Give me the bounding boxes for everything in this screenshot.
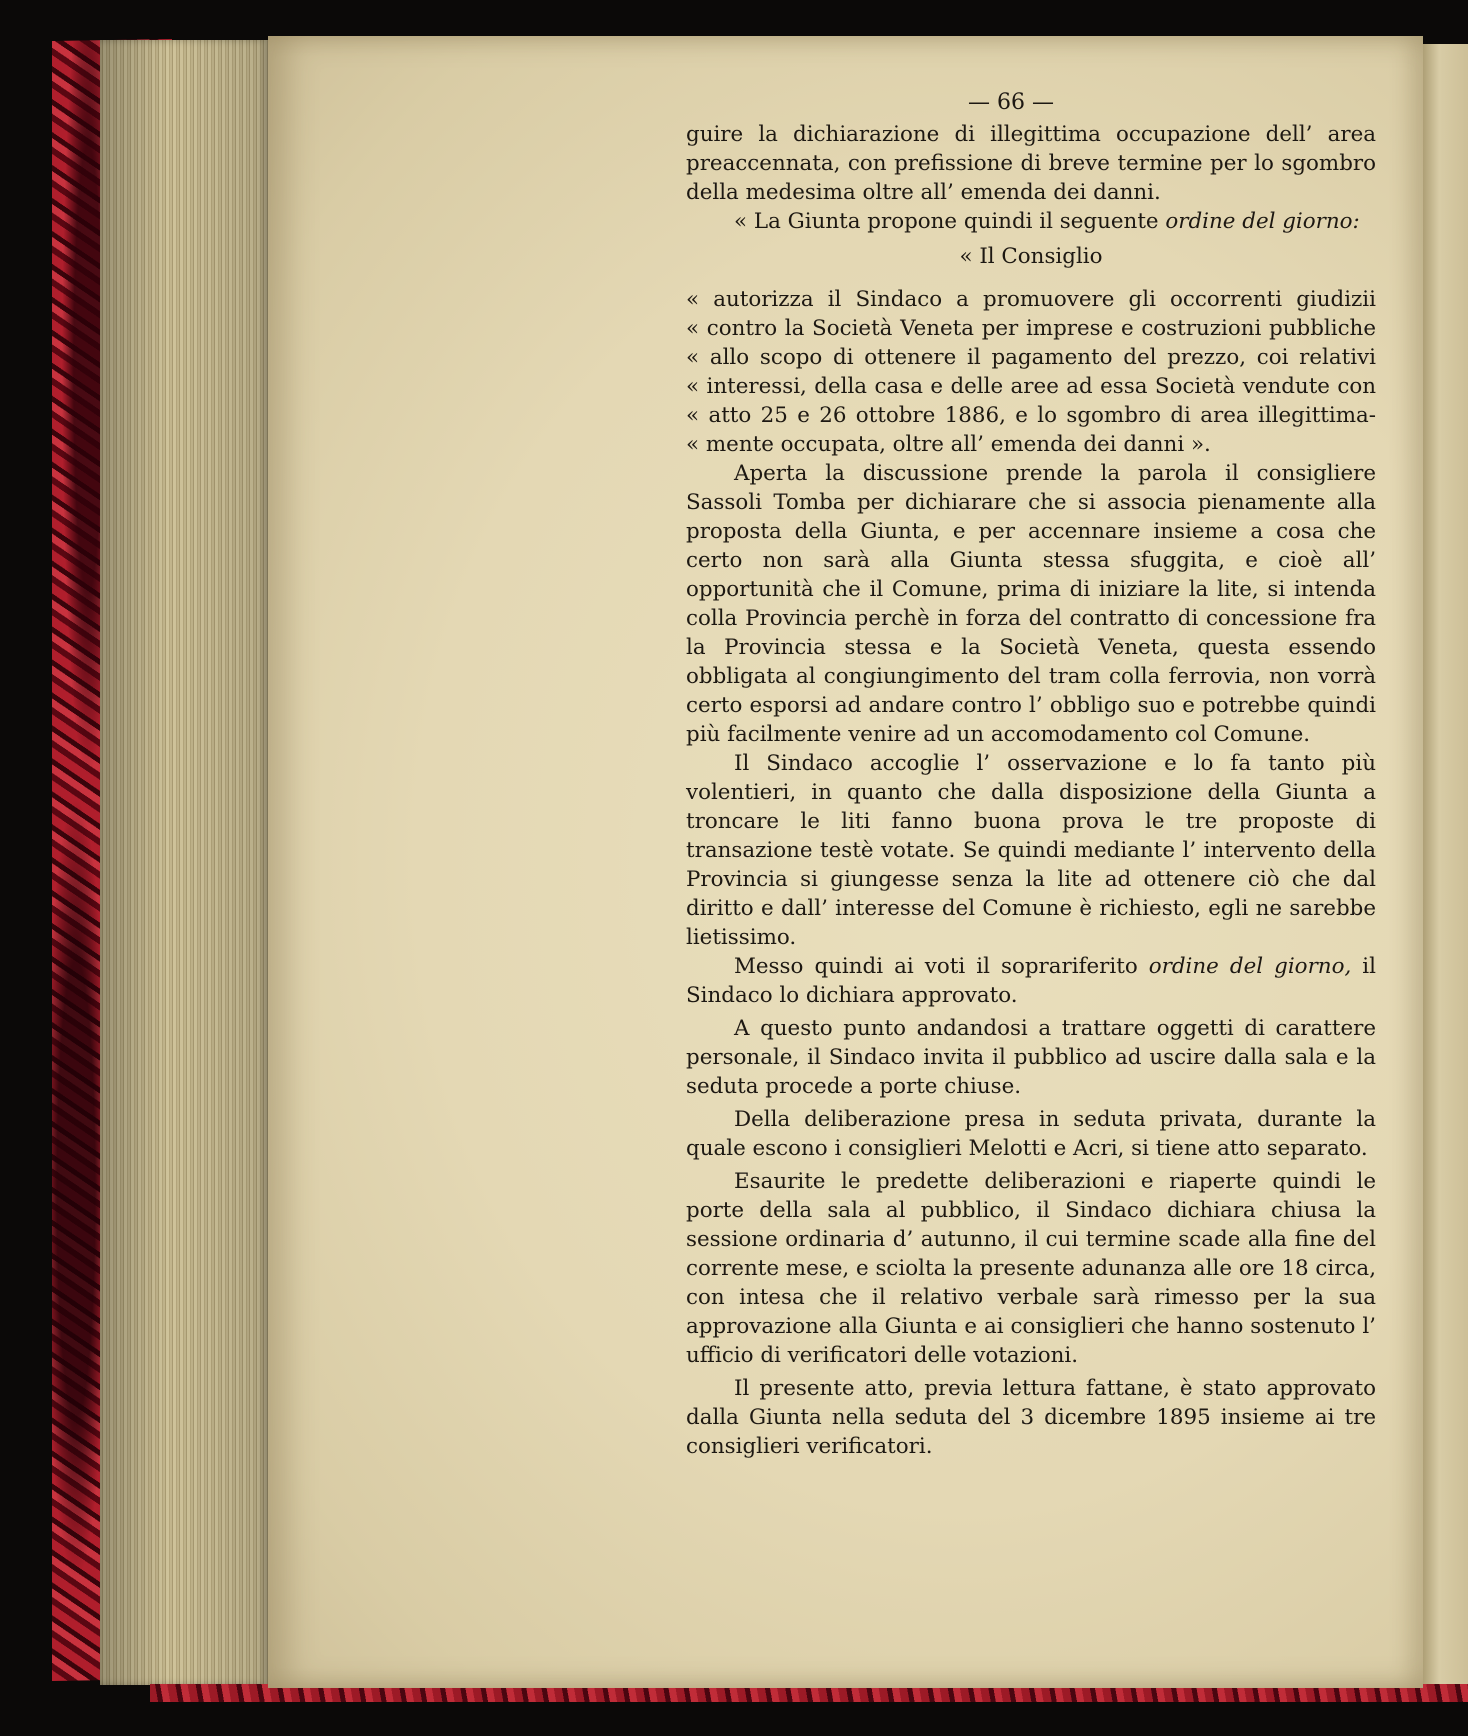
quote-line: « atto 25 e 26 ottobre 1886, e lo sgombro di area illegittima-: [686, 403, 1376, 428]
quote-line: « autorizza il Sindaco a promuovere gli occorrenti giudizii: [686, 287, 1376, 312]
italic-text: ordine del giorno,: [1148, 954, 1352, 979]
paragraph: Esaurite le predette deliberazioni e riaperte quindi le porte della sala al pubblico, il Sindaco dichiara chiusa la sessione ordinaria d’ autunno, il cui termine scade alla fine del corrente mese, e sciolta la presente adunanza alle ore 18 circa, con intesa che il relativo verbale sarà rimesso per la sua approvazione alla Giunta e ai consiglieri che hanno sostenuto l’ ufficio di verificatori delle votazioni.: [686, 1169, 1376, 1368]
paragraph: [686, 207, 1376, 236]
italic-text: ordine del giorno:: [1165, 209, 1360, 234]
paragraph-text: il Sindaco lo dichiara approvato.: [686, 954, 1376, 1008]
paragraph-text: guire la dichiarazione di illegittima occupazione dell’ area preaccennata, con prefissione di breve termine per lo sgombro della medesima oltre all’ emenda dei danni.: [686, 122, 1376, 205]
page-text: [686, 88, 1376, 1461]
paragraph: A questo punto andandosi a trattare oggetti di carattere personale, il Sindaco invita il pubblico ad uscire dalla sala e la seduta procede a porte chiuse.: [686, 1016, 1376, 1099]
resolution-heading: « Il Consiglio: [959, 244, 1103, 269]
page-edges: [100, 40, 270, 1685]
quote-line: « mente occupata, oltre all’ emenda dei danni ».: [686, 432, 1211, 457]
quote-line: « interessi, della casa e delle aree ad essa Società vendute con: [686, 374, 1376, 399]
paragraph-text: « La Giunta propone quindi il seguente: [734, 209, 1166, 234]
quote-line: « contro la Società Veneta per imprese e costruzioni pubbliche: [686, 316, 1376, 341]
paragraph: Aperta la discussione prende la parola il consigliere Sassoli Tomba per dichiarare che si associa pienamente alla proposta della Giunta, e per accennare insieme a cosa che certo non sarà alla Giunta stessa sfuggita, e cioè all’ opportunità che il Comune, prima di iniziare la lite, si intenda colla Provincia perchè in forza del contratto di concessione fra la Provincia stessa e la Società Veneta, questa essendo obbligata al congiungimento del tram colla ferrovia, non vorrà certo esporsi ad andare contro l’ obbligo suo e potrebbe quindi più facilmente venire ad un accomodamento col Comune.: [686, 461, 1376, 747]
paragraph: Il Sindaco accoglie l’ osservazione e lo fa tanto più volentieri, in quanto che dalla disposizione della Giunta a troncare le liti fanno buona prova le tre proposte di transazione testè votate. Se quindi mediante l’ intervento della Provincia si giungesse senza la lite ad ottenere ciò che dal diritto e dall’ interesse del Comune è richiesto, egli ne sarebbe lietissimo.: [686, 751, 1376, 950]
paragraph: [686, 120, 1376, 207]
paragraph: Il presente atto, previa lettura fattane, è stato approvato dalla Giunta nella seduta del 3 dicembre 1895 insieme ai tre consiglieri verificatori.: [686, 1376, 1376, 1459]
paragraph: [686, 952, 1376, 1010]
resolution-quote: [686, 285, 1376, 459]
quote-line: « allo scopo di ottenere il pagamento del prezzo, coi relativi: [686, 345, 1376, 370]
paragraph: Della deliberazione presa in seduta privata, durante la quale escono i consiglieri Melotti e Acri, si tiene atto separato.: [686, 1107, 1376, 1161]
page-number: — 66 —: [968, 90, 1054, 115]
paragraph-text: Messo quindi ai voti il soprariferito: [734, 954, 1149, 979]
facing-page-edge: [1420, 44, 1468, 1684]
